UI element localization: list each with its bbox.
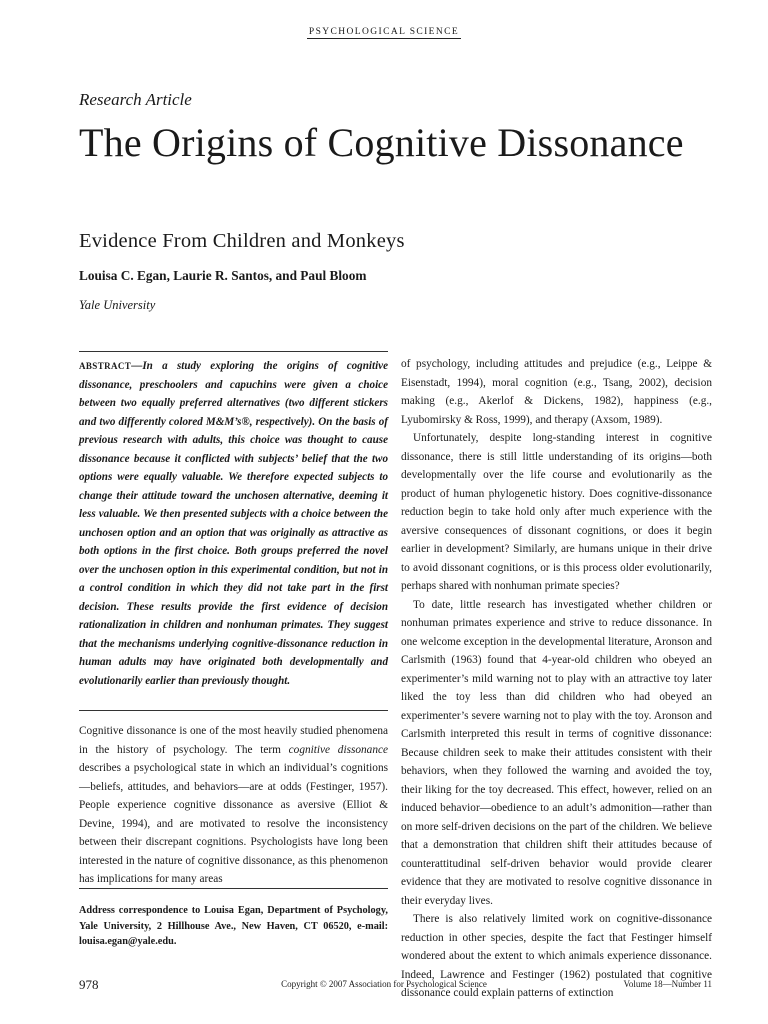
article-subtitle: Evidence From Children and Monkeys — [79, 230, 405, 252]
volume-info: Volume 18—Number 11 — [623, 979, 712, 989]
journal-name: PSYCHOLOGICAL SCIENCE — [308, 27, 460, 37]
right-paragraph-3: To date, little research has investigated whether children or nonhuman primates experience and strive to reduce dissonance. In one welcome exception in the developmental literature, Aronson and Carlsmith (1963) found that 4-year-old children who obeyed an experimenter’s mild warning not to play with an attractive toy later liked the toy less than did children who had obeyed an experimenter’s severe warning not to play with the toy. Aronson and Carlsmith interpreted this result in terms of cognitive dissonance: Because children seek to make their attitudes consistent with their behaviors, when they followed the warning and avoided the toy, their liking for the toy decreased. This effect, however, relied on an induced behavior—obedience to an adult’s admonition—rather than on more self-driven decisions on the part of the children. We believe that a demonstration that children shift their attitudes because of counterattitudinal self-driven behavior would provide clearer evidence that they are motivated to resolve cognitive dissonance in their everyday lives. — [401, 598, 712, 907]
intro-paragraph — [79, 722, 388, 889]
article-type: Research Article — [79, 90, 192, 109]
right-paragraph-1: of psychology, including attitudes and prejudice (e.g., Leippe & Eisenstadt, 1994), moral cognition (e.g., Tsang, 2002), decision making (e.g., Akerlof & Dickens, 1982), happiness (e.g., Lyubomirsky & Ross, 1999), and therapy (Axsom, 1989). — [401, 358, 712, 426]
author-list: Louisa C. Egan, Laurie R. Santos, and Paul Bloom — [79, 268, 367, 283]
abstract-bottom-rule — [79, 710, 388, 711]
right-paragraph-2: Unfortunately, despite long-standing interest in cognitive dissonance, there is still little understanding of its origins—both developmentally over the life course and evolutionarily as the product of human phylogenetic history. Does cognitive-dissonance reduction begin to take hold only after much experience with the aversive consequences of dissonant cognitions, or does it begin earlier in development? Similarly, are humans unique in their drive to avoid dissonant cognitions, or is this process older evolutionarily, perhaps shared with nonhuman primate species? — [401, 432, 712, 592]
right-column — [401, 355, 712, 1003]
right-paragraph-4: There is also relatively limited work on cognitive-dissonance reduction in other species, despite the fact that Festinger himself wondered about the extent to which animals experience dissonance. Indeed, Lawrence and Festinger (1962) postulated that cognitive dissonance could explain patterns of extinction — [401, 913, 712, 999]
journal-header — [0, 21, 768, 39]
correspondence-note: Address correspondence to Louisa Egan, Department of Psychology, Yale University, 2 Hillhouse Ave., New Haven, CT 06520, e-mail: louisa.egan@yale.edu. — [79, 905, 388, 947]
article-title: The Origins of Cognitive Dissonance — [79, 120, 684, 165]
page-number: 978 — [79, 977, 99, 992]
intro-text-end: describes a psychological state in which an individual’s cognitions—beliefs, attitudes, and behaviors—are at odds (Festinger, 1957). People experience cognitive dissonance as aversive (Elliot & Devine, 1994), and are motivated to resolve the inconsistency between their discrepant cognitions. Psychologists have long been interested in the nature of cognitive dissonance, as this phenomenon has implications for many areas — [79, 762, 388, 885]
affiliation: Yale University — [79, 298, 156, 312]
abstract: ABSTRACT—In a study exploring the origins of cognitive dissonance, preschoolers and capuchins were given a choice between two equally preferred alternatives (two different stickers and two differently colored M&M’s®, respectively). On the basis of previous research with adults, this choice was thought to cause dissonance because it conflicted with subjects’ belief that the two options were equally valuable. We therefore expected subjects to change their attitude toward the unchosen alternative, deeming it less valuable. We then presented subjects with a choice between the unchosen option and an option that was originally as attractive as both options in the first choice. Both groups preferred the novel over the unchosen option in this experimental condition, but not in a control condition in which they did not take part in the first decision. These results provide the first evidence of decision rationalization in children and nonhuman primates. They suggest that the mechanisms underlying cognitive-dissonance reduction in human adults may have originated both developmentally and evolutionarily earlier than previously thought. — [79, 360, 388, 687]
intro-term: cognitive dissonance — [288, 743, 388, 756]
abstract-top-rule — [79, 351, 388, 352]
abstract-label: ABSTRACT — [79, 361, 132, 371]
intro-text-start: Cognitive dissonance is one of the most heavily studied phenomena in the history of psychology. The term — [79, 725, 388, 756]
abstract-text: In a study exploring the origins of cognitive dissonance, preschoolers and capuchins were given a choice between two equally preferred alternatives (two different stickers and two differently colored M&M’s®, respectively). On the basis of previous research with adults, this choice was thought to cause dissonance because it conflicted with subjects’ belief that the two options were equally valuable. We therefore expected subjects to change their attitude toward the unchosen alternative, deeming it less valuable. We then presented subjects with a choice between the unchosen option and an option that was originally as attractive as both options in the first choice. Both groups preferred the novel over the unchosen option in this experimental condition, but not in a control condition in which they did not take part in the first decision. These results provide the first evidence of decision rationalization in children and nonhuman primates. They suggest that the mechanisms underlying cognitive-dissonance reduction in human adults may have originated both developmentally and evolutionarily earlier than previously thought. — [79, 360, 388, 687]
copyright-line: Copyright © 2007 Association for Psychological Science — [281, 979, 487, 989]
footnote-rule — [79, 888, 388, 889]
